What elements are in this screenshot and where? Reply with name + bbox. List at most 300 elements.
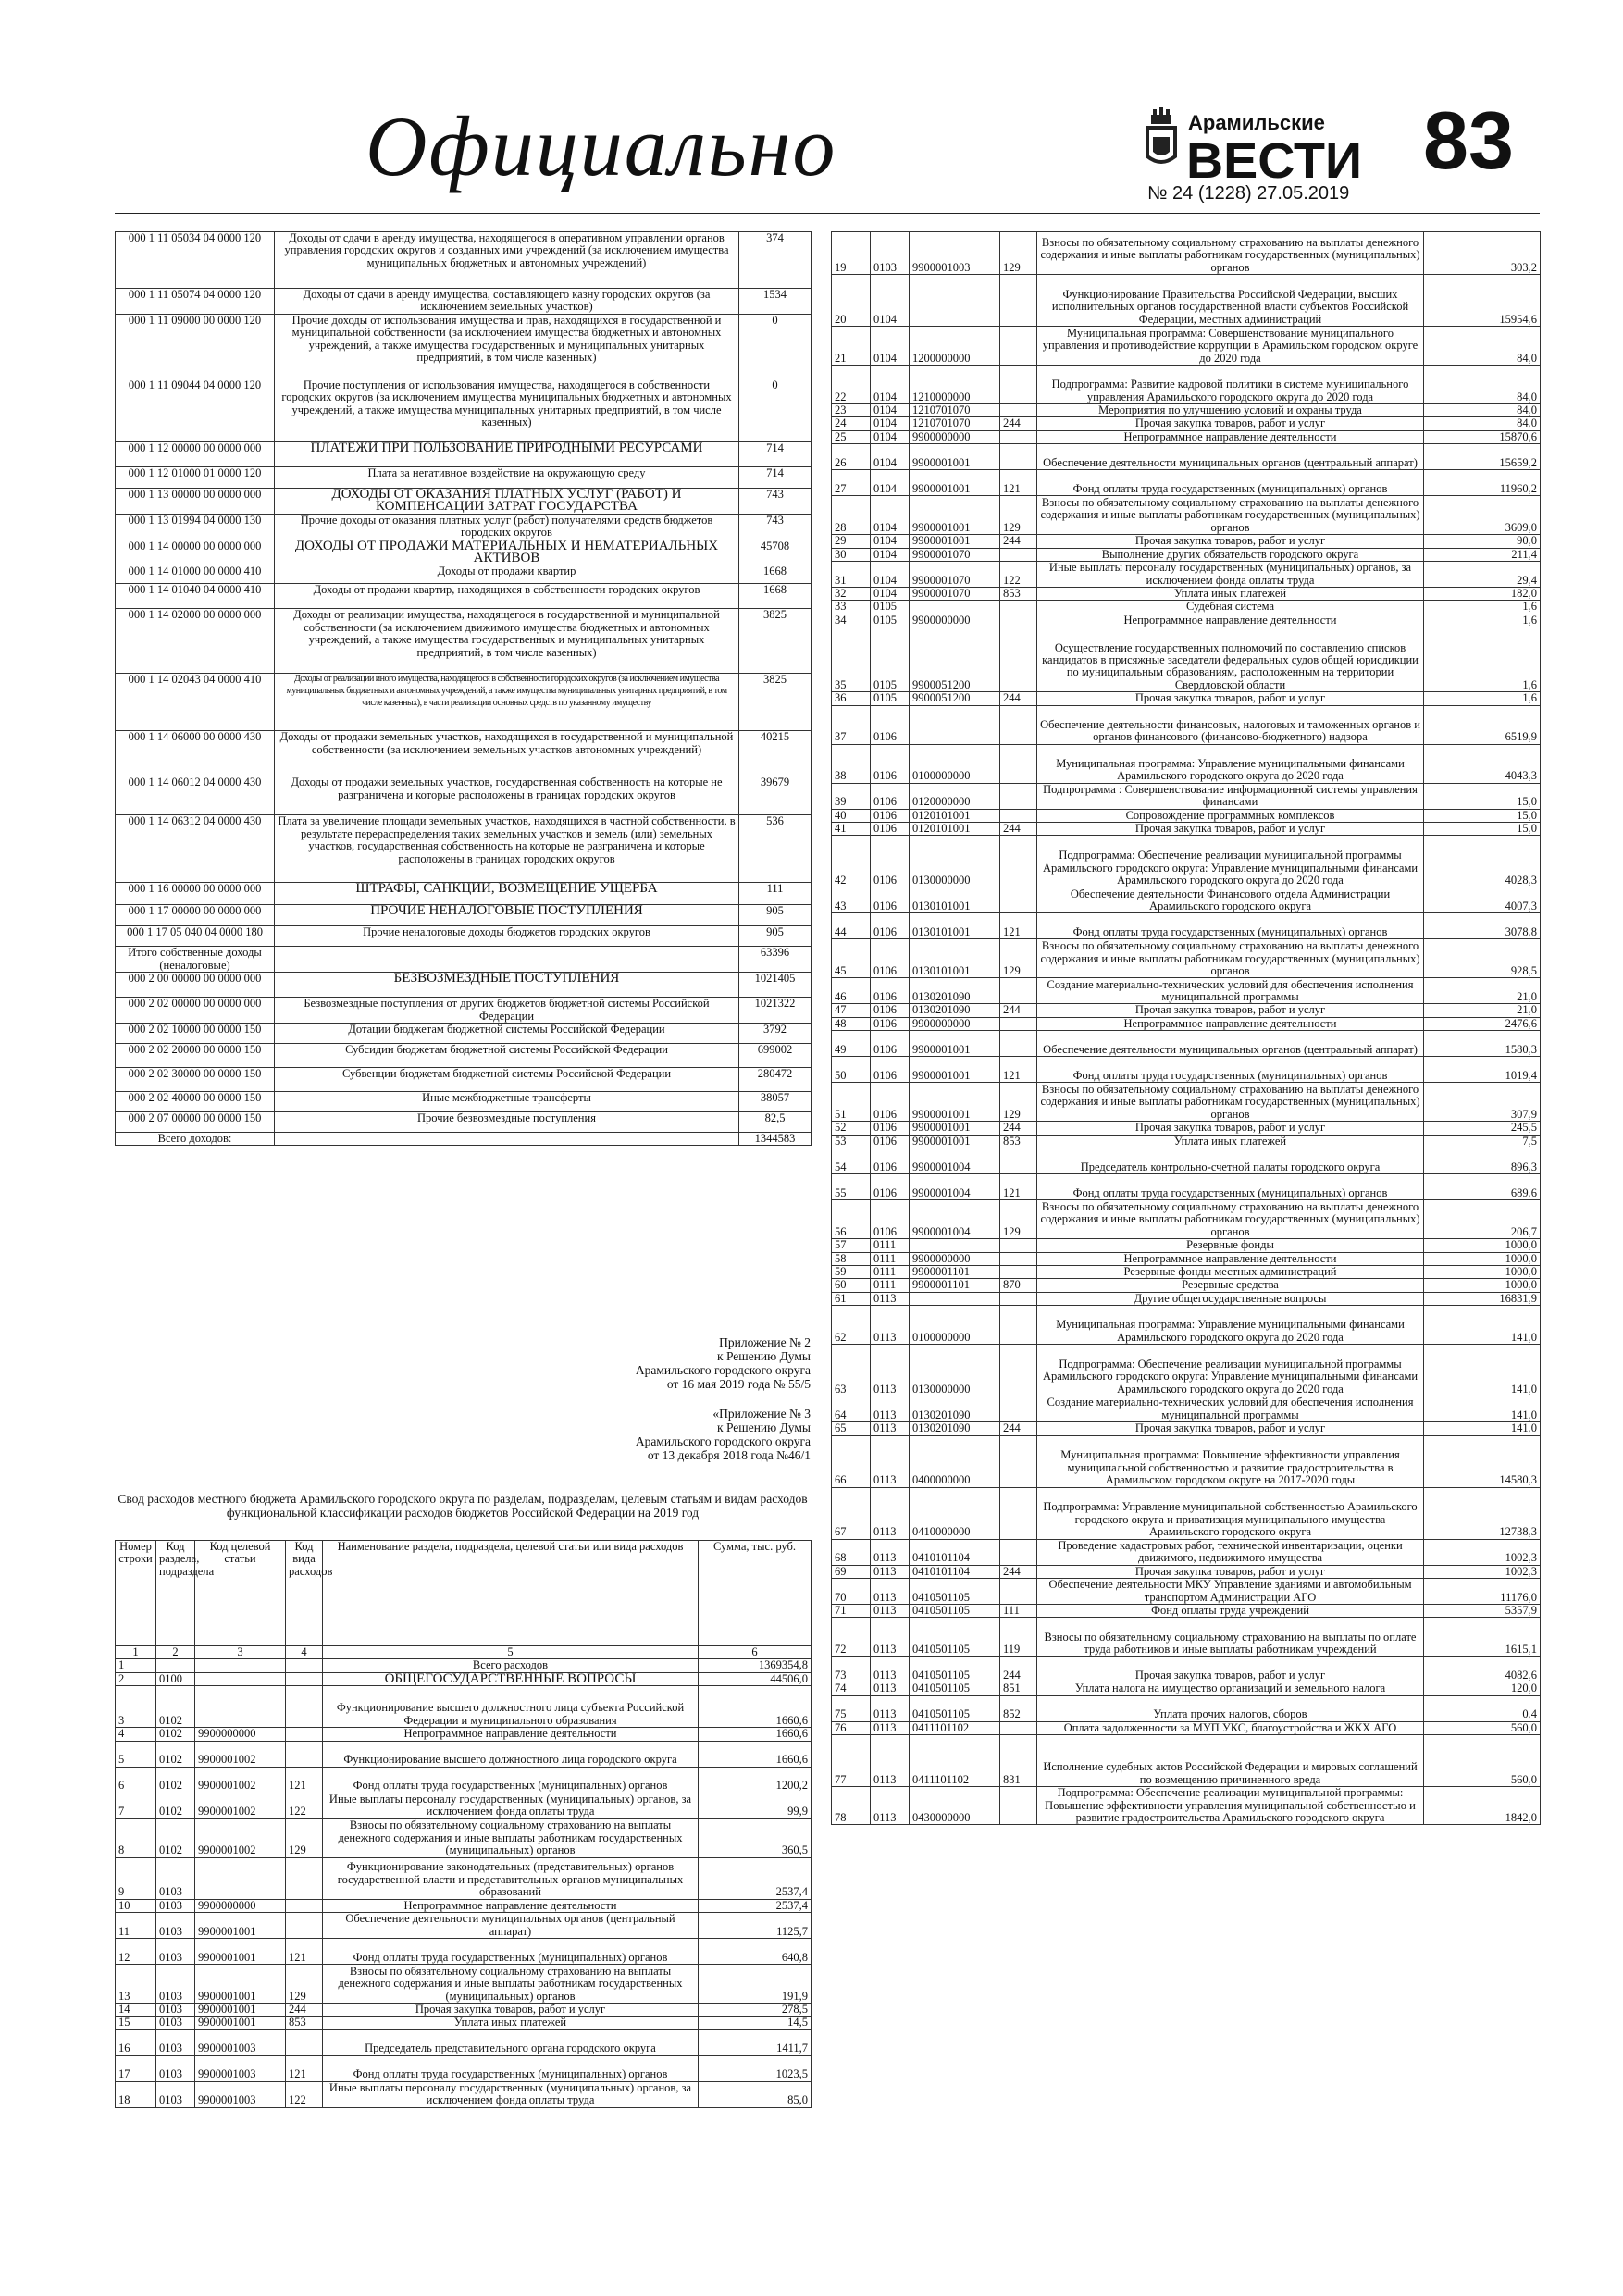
income-name: Субсидии бюджетам бюджетной системы Российской Федерации [275,1044,739,1068]
income-code: 000 2 02 20000 00 0000 150 [116,1044,275,1068]
type-code [1000,1148,1037,1174]
expense-row [832,783,1541,809]
row-number: 43 [832,887,871,913]
expense-row [116,1686,812,1728]
row-number: 34 [832,614,871,627]
row-sum: 141,0 [1424,1306,1541,1345]
row-sum: 85,0 [699,2081,812,2107]
income-code: 000 2 02 30000 00 0000 150 [116,1068,275,1092]
row-sum: 1002,3 [1424,1565,1541,1578]
row-name: Обеспечение деятельности МКУ Управление зданиями и автомобильным транспортом Администрации АГО [1037,1578,1424,1604]
type-code [1000,366,1037,404]
row-number: 67 [832,1487,871,1539]
row-sum: 1660,6 [699,1741,812,1767]
row-sum: 11960,2 [1424,470,1541,496]
row-name: Непрограммное направление деятельности [1037,1252,1424,1265]
row-name: Муниципальная программа: Совершенствование муниципального управления и противодействие коррупции в Арамильском городском округе до 2020 года [1037,327,1424,366]
income-name: Дотации бюджетам бюджетной системы Российской Федерации [275,1024,739,1044]
type-code: 121 [286,2055,323,2081]
type-code [286,1741,323,1767]
header-type: Код вида расходов [286,1541,323,1646]
target-code: 1210701070 [910,404,1000,417]
type-code [1000,1265,1037,1278]
type-code [1000,783,1037,809]
target-code: 9900001070 [910,562,1000,588]
income-name: Доходы от реализации иного имущества, находящегося в собственности городских округов (за исключением имущества муниципальных бюджетных и автономных учреждений, а также имущества муниципальных унитарных предприятий, в том числе казенных), в части реализации основных средств по указанному имуществу [275,674,739,731]
row-sum: 1000,0 [1424,1265,1541,1278]
target-code: 9900001070 [910,588,1000,601]
section-code: 0100 [156,1672,195,1685]
expense-row [116,1939,812,1965]
row-sum: 3609,0 [1424,496,1541,535]
colnum: 2 [156,1646,195,1659]
row-sum: 1369354,8 [699,1659,812,1672]
type-code [1000,1031,1037,1057]
row-sum: 1660,6 [699,1728,812,1741]
income-table [115,231,812,1146]
logo-line2: ВЕСТИ [1186,133,1362,189]
income-sum: 45708 [739,540,812,565]
expense-row [116,1741,812,1767]
row-name: Муниципальная программа: Повышение эффективности управления муниципальной собственностью и развитие градостроительства в Арамильском городском округе на 2017-2020 годы [1037,1435,1424,1487]
income-sum: 1021405 [739,973,812,998]
target-code: 0410501105 [910,1695,1000,1721]
income-row [116,731,812,776]
expense-row [832,1565,1541,1578]
section-code: 0104 [871,275,910,327]
expense-row [832,1539,1541,1565]
row-number: 77 [832,1735,871,1787]
income-name: Плата за увеличение площади земельных участков, находящихся в частной собственности, в результате перераспределения таких земельных участков и земель (или) земельных участков, государственная собственность на которые не разграничена и которые расположены в границах городских округов [275,815,739,883]
expense-row [832,404,1541,417]
expense-row [832,417,1541,430]
section-code: 0105 [871,692,910,705]
row-sum: 1,6 [1424,614,1541,627]
section-code: 0113 [871,1735,910,1787]
section-code: 0113 [871,1345,910,1396]
row-number: 11 [116,1913,156,1939]
type-code [1000,744,1037,783]
header-name: Наименование раздела, подраздела, целевой статьи или вида расходов [323,1541,699,1646]
row-number: 69 [832,1565,871,1578]
row-number: 75 [832,1695,871,1721]
row-number: 54 [832,1148,871,1174]
row-number: 9 [116,1857,156,1899]
row-name: Взносы по обязательному социальному страхованию на выплаты денежного содержания и иные выплаты работникам государственных (муниципальных) органов [323,1818,699,1857]
type-code: 119 [1000,1618,1037,1657]
target-code: 9900001001 [910,1057,1000,1083]
type-code: 870 [1000,1279,1037,1292]
income-sum: 536 [739,815,812,883]
section-code: 0102 [156,1793,195,1818]
type-code [1000,327,1037,366]
income-name: Доходы от продажи квартир, находящихся в собственности городских округов [275,584,739,609]
expense-row [832,496,1541,535]
row-sum: 3078,8 [1424,913,1541,939]
income-code: 000 1 12 01000 01 0000 120 [116,466,275,488]
target-code: 9900001101 [910,1279,1000,1292]
row-name: Прочая закупка товаров, работ и услуг [1037,692,1424,705]
expense-row [832,1578,1541,1604]
row-sum: 99,9 [699,1793,812,1818]
section-code: 0102 [156,1767,195,1793]
type-code [1000,1721,1037,1734]
income-name: Доходы от продажи квартир [275,565,739,584]
income-row [116,540,812,565]
row-sum: 11176,0 [1424,1578,1541,1604]
row-name: Взносы по обязательному социальному страхованию на выплаты денежного содержания и иные выплаты работникам государственных (муниципальных) органов [1037,939,1424,978]
target-code: 9900001001 [910,444,1000,470]
row-name: Уплата иных платежей [1037,588,1424,601]
type-code: 853 [286,2017,323,2029]
target-code: 0130201090 [910,1396,1000,1422]
row-name: Уплата прочих налогов, сборов [1037,1695,1424,1721]
income-sum: 111 [739,883,812,905]
type-code [1000,1292,1037,1305]
row-sum: 1411,7 [699,2029,812,2055]
income-code: 000 1 14 06000 00 0000 430 [116,731,275,776]
income-code: 000 1 17 00000 00 0000 000 [116,905,275,926]
section-code: 0113 [871,1539,910,1565]
section-code: 0103 [156,2029,195,2055]
income-code: 000 1 14 06012 04 0000 430 [116,776,275,815]
row-number: 37 [832,705,871,744]
section-code: 0106 [871,1135,910,1148]
expense-row [116,2055,812,2081]
row-name: Резервные фонды [1037,1239,1424,1252]
income-name: БЕЗВОЗМЕЗДНЫЕ ПОСТУПЛЕНИЯ [275,973,739,998]
row-name: Взносы по обязательному социальному страхованию на выплаты денежного содержания и иные выплаты работникам государственных (муниципальных) органов [1037,232,1424,275]
target-code: 0410101104 [910,1565,1000,1578]
row-number: 64 [832,1396,871,1422]
row-name: Уплата иных платежей [323,2017,699,2029]
section-code: 0111 [871,1252,910,1265]
row-number: 8 [116,1818,156,1857]
row-number: 42 [832,836,871,887]
type-code [286,1913,323,1939]
row-sum: 2476,6 [1424,1017,1541,1030]
target-code: 9900001004 [910,1148,1000,1174]
row-number: 4 [116,1728,156,1741]
target-code: 9900001001 [910,470,1000,496]
section-code: 0106 [871,1174,910,1200]
type-code: 111 [1000,1604,1037,1617]
type-code [1000,1252,1037,1265]
section-code: 0104 [871,430,910,443]
target-code: 1200000000 [910,327,1000,366]
row-name: Создание материально-технических условий для обеспечения исполнения муниципальной программы [1037,1396,1424,1422]
expense-row [116,1913,812,1939]
type-code [1000,978,1037,1004]
type-code [286,1659,323,1672]
target-code: 1210000000 [910,366,1000,404]
income-code: 000 1 13 01994 04 0000 130 [116,514,275,540]
row-name: Прочая закупка товаров, работ и услуг [323,2004,699,2017]
section-code: 0113 [871,1487,910,1539]
row-name: ОБЩЕГОСУДАРСТВЕННЫЕ ВОПРОСЫ [323,1672,699,1685]
target-code [910,705,1000,744]
section-code: 0104 [871,404,910,417]
row-name: Взносы по обязательному социальному страхованию на выплаты денежного содержания и иные выплаты работникам государственных (муниципальных) органов [1037,1200,1424,1239]
row-sum: 560,0 [1424,1735,1541,1787]
income-row [116,565,812,584]
row-name: Оплата задолженности за МУП УКС, благоустройства и ЖКХ АГО [1037,1721,1424,1734]
row-sum: 1000,0 [1424,1279,1541,1292]
target-code: 0130101001 [910,913,1000,939]
target-code: 0410501105 [910,1657,1000,1682]
row-sum: 141,0 [1424,1422,1541,1435]
target-code: 0410101104 [910,1539,1000,1565]
row-number: 71 [832,1604,871,1617]
target-code: 9900001003 [195,2029,286,2055]
row-name: Прочая закупка товаров, работ и услуг [1037,417,1424,430]
target-code: 0120101001 [910,809,1000,822]
section-code: 0111 [871,1279,910,1292]
row-name: Фонд оплаты труда государственных (муниципальных) органов [323,1939,699,1965]
row-number: 52 [832,1122,871,1135]
row-number: 48 [832,1017,871,1030]
expense-row [832,562,1541,588]
row-sum: 15,0 [1424,823,1541,836]
appendix-line: от 13 декабря 2018 года №46/1 [647,1448,811,1462]
row-name: Функционирование высшего должностного лица субъекта Российской Федерации и муниципального образования [323,1686,699,1728]
row-sum: 14,5 [699,2017,812,2029]
section-code: 0106 [871,887,910,913]
target-code: 0400000000 [910,1435,1000,1487]
section-code: 0103 [871,232,910,275]
section-code: 0103 [156,2017,195,2029]
target-code: 0130201090 [910,978,1000,1004]
target-code: 9900001101 [910,1265,1000,1278]
appendix-3-note [407,1407,811,1462]
income-row [116,514,812,540]
row-number: 12 [116,1939,156,1965]
expense-row [832,1135,1541,1148]
row-name: Осуществление государственных полномочий по составлению списков кандидатов в присяжные заседатели федеральных судов общей юрисдикции по муниципальным образованиям, расположенным на территории Свердловской области [1037,627,1424,692]
income-name: Прочие неналоговые доходы бюджетов городских округов [275,926,739,947]
expense-row [116,1965,812,2004]
income-row [116,1044,812,1068]
target-code: 9900001001 [195,2004,286,2017]
type-code [1000,887,1037,913]
type-code: 851 [1000,1682,1037,1695]
row-number: 47 [832,1004,871,1017]
target-code: 9900001002 [195,1818,286,1857]
income-sum: 0 [739,379,812,441]
row-sum: 84,0 [1424,404,1541,417]
expense-row [832,692,1541,705]
target-code: 9900001002 [195,1793,286,1818]
row-number: 53 [832,1135,871,1148]
expense-row [116,1899,812,1912]
row-sum: 141,0 [1424,1396,1541,1422]
row-name: Фонд оплаты труда государственных (муниципальных) органов [1037,1057,1424,1083]
income-sum: 1021322 [739,998,812,1024]
target-code [195,1686,286,1728]
row-sum: 1,6 [1424,627,1541,692]
expense-row [832,1083,1541,1122]
income-code: 000 2 02 40000 00 0000 150 [116,1092,275,1112]
row-sum: 4007,3 [1424,887,1541,913]
expense-row [116,2004,812,2017]
row-name: Подпрограмма: Обеспечение реализации муниципальной программы Арамильского городского округа: Управление муниципальными финансами Арамильского городского округа до 2020 года [1037,1345,1424,1396]
header-sum: Сумма, тыс. руб. [699,1541,812,1646]
type-code: 244 [1000,1004,1037,1017]
expense-row [832,744,1541,783]
row-sum: 360,5 [699,1818,812,1857]
row-sum: 560,0 [1424,1721,1541,1734]
colnum: 3 [195,1646,286,1659]
income-code: 000 1 11 05034 04 0000 120 [116,232,275,289]
row-number: 72 [832,1618,871,1657]
header-num: Номер строки [116,1541,156,1646]
type-code [1000,1539,1037,1565]
income-code: 000 2 02 10000 00 0000 150 [116,1024,275,1044]
section-code: 0105 [871,627,910,692]
type-code: 244 [1000,823,1037,836]
expense-row [832,1265,1541,1278]
income-name: Иные межбюджетные трансферты [275,1092,739,1112]
expense-row [832,1735,1541,1787]
row-sum: 1615,1 [1424,1618,1541,1657]
row-number: 78 [832,1787,871,1825]
income-sum: 39679 [739,776,812,815]
row-sum: 1842,0 [1424,1787,1541,1825]
expense-row [832,1174,1541,1200]
row-number: 13 [116,1965,156,2004]
row-sum: 1000,0 [1424,1239,1541,1252]
expense-row [832,1057,1541,1083]
header-target: Код целевой статьи [195,1541,286,1646]
section-code: 0103 [156,2004,195,2017]
target-code: 9900000000 [910,614,1000,627]
income-name [275,1133,739,1146]
income-row [116,883,812,905]
section-code [156,1659,195,1672]
row-sum: 206,7 [1424,1200,1541,1239]
section-code: 0106 [871,1004,910,1017]
expense-row [116,1767,812,1793]
row-name: Подпрограмма: Управление муниципальной собственностью Арамильского городского округа и приватизация муниципального имущества Арамильского городского округа [1037,1487,1424,1539]
target-code [910,601,1000,614]
income-sum: 3825 [739,609,812,674]
row-number: 26 [832,444,871,470]
income-sum: 374 [739,232,812,289]
issue-number: № 24 (1228) 27.05.2019 [1147,183,1350,204]
expense-row [832,1122,1541,1135]
row-name: Обеспечение деятельности финансовых, налоговых и таможенных органов и органов финансового (финансово-бюджетного) надзора [1037,705,1424,744]
income-row [116,1133,812,1146]
row-sum: 15954,6 [1424,275,1541,327]
income-code: 000 1 17 05 040 04 0000 180 [116,926,275,947]
row-sum: 15,0 [1424,783,1541,809]
target-code: 0130201090 [910,1004,1000,1017]
target-code: 0410501105 [910,1618,1000,1657]
expense-row [116,1857,812,1899]
row-number: 15 [116,2017,156,2029]
section-code: 0106 [871,1057,910,1083]
income-code: 000 1 11 05074 04 0000 120 [116,289,275,315]
row-sum: 689,6 [1424,1174,1541,1200]
expense-row [832,1239,1541,1252]
row-number: 44 [832,913,871,939]
row-sum: 84,0 [1424,366,1541,404]
section-code: 0113 [871,1604,910,1617]
target-code: 9900051200 [910,692,1000,705]
expense-row [116,1672,812,1685]
row-name: Обеспечение деятельности муниципальных органов (центральный аппарат) [323,1913,699,1939]
target-code: 9900001004 [910,1200,1000,1239]
target-code: 9900051200 [910,627,1000,692]
row-name: Фонд оплаты труда государственных (муниципальных) органов [323,1767,699,1793]
expense-row [832,705,1541,744]
target-code: 1210701070 [910,417,1000,430]
row-number: 63 [832,1345,871,1396]
section-title: Официально [365,99,837,193]
row-name: Подпрограмма: Развитие кадровой политики в системе муниципального управления Арамильского городского округа до 2020 года [1037,366,1424,404]
row-name: Прочая закупка товаров, работ и услуг [1037,1122,1424,1135]
row-number: 10 [116,1899,156,1912]
header-section: Код раздела, подраздела [156,1541,195,1646]
type-code: 853 [1000,1135,1037,1148]
row-name: Фонд оплаты труда государственных (муниципальных) органов [1037,470,1424,496]
type-code [1000,1017,1037,1030]
row-number: 27 [832,470,871,496]
row-sum: 1002,3 [1424,1539,1541,1565]
section-code: 0106 [871,809,910,822]
row-name: Прочая закупка товаров, работ и услуг [1037,1422,1424,1435]
row-sum: 15,0 [1424,809,1541,822]
target-code: 9900001001 [910,1083,1000,1122]
income-row [116,289,812,315]
row-number: 46 [832,978,871,1004]
income-name: Доходы от сдачи в аренду имущества, находящегося в оперативном управлении органов управления городских округов и созданных ими учреждений (за исключением имущества муниципальных бюджетных и автономных учреждений) [275,232,739,289]
row-number: 21 [832,327,871,366]
section-code: 0103 [156,2055,195,2081]
expense-colnum-row [116,1646,812,1659]
section-code: 0106 [871,836,910,887]
row-name: Непрограммное направление деятельности [323,1899,699,1912]
income-name: Плата за негативное воздействие на окружающую среду [275,466,739,488]
row-number: 70 [832,1578,871,1604]
income-sum: 0 [739,314,812,379]
type-code: 129 [1000,232,1037,275]
section-code: 0106 [871,1122,910,1135]
target-code: 0130000000 [910,1345,1000,1396]
income-sum: 1534 [739,289,812,315]
row-name: Функционирование законодательных (представительных) органов государственной власти и представительных органов муниципальных образований [323,1857,699,1899]
income-sum: 699002 [739,1044,812,1068]
type-code [1000,1345,1037,1396]
row-name: Прочая закупка товаров, работ и услуг [1037,1657,1424,1682]
expense-row [832,275,1541,327]
appendix-2-note [407,1335,811,1391]
section-code: 0106 [871,913,910,939]
target-code: 9900001001 [910,1135,1000,1148]
row-number: 18 [116,2081,156,2107]
row-sum: 84,0 [1424,327,1541,366]
target-code [910,275,1000,327]
income-sum: 905 [739,926,812,947]
target-code: 9900000000 [195,1899,286,1912]
expense-row [832,1200,1541,1239]
income-name: Прочие безвозмездные поступления [275,1112,739,1133]
row-number: 17 [116,2055,156,2081]
expense-row [832,836,1541,887]
income-sum: 714 [739,466,812,488]
row-sum: 16831,9 [1424,1292,1541,1305]
income-code: Всего доходов: [116,1133,275,1146]
